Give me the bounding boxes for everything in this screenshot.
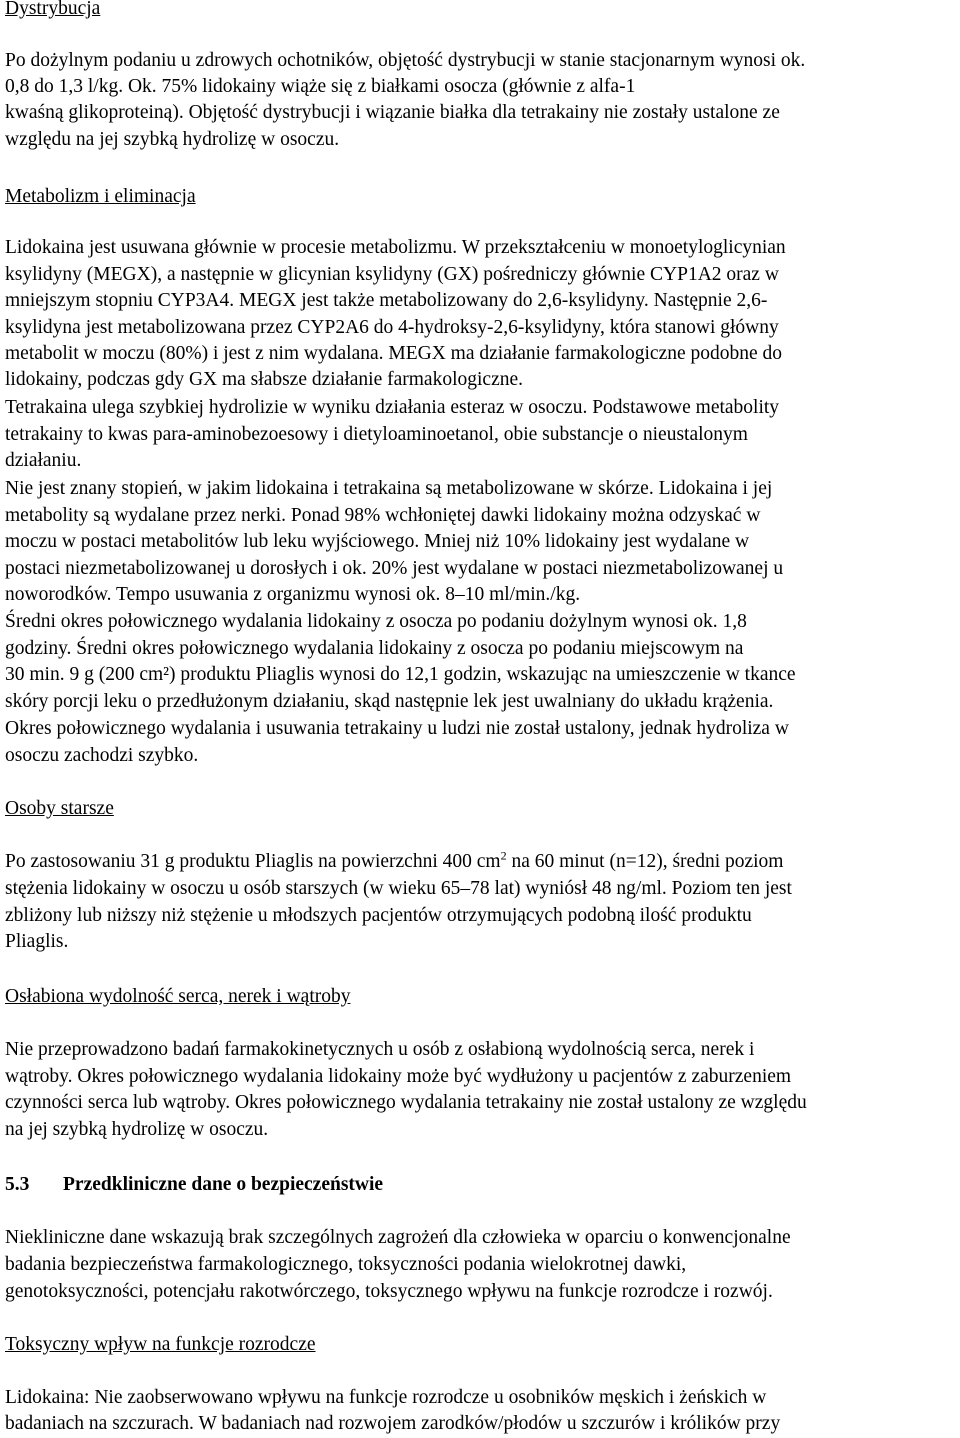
paragraph-line: 30 min. 9 g (200 cm²) produktu Pliaglis wynosi do 12,1 godzin, wskazując na umieszczenie w tkance [5,664,796,685]
paragraph-line: 0,8 do 1,3 l/kg. Ok. 75% lidokainy wiąże się z białkami osocza (głównie z alfa-1 [5,76,636,97]
paragraph-line: moczu w postaci metabolitów lub leku wyjściowego. Mniej niż 10% lidokainy jest wydalane w [5,531,750,552]
paragraph-line: osoczu zachodzi szybko. [5,745,199,766]
paragraph-line: mniejszym stopniu CYP3A4. MEGX jest także metabolizowany do 2,6-ksylidyny. Następnie 2,6- [5,290,768,311]
paragraph-line: czynności serca lub wątroby. Okres połowicznego wydalania tetrakainy nie został ustalony ze względu [5,1092,807,1113]
paragraph-line: zbliżony lub niższy niż stężenie u młodszych pacjentów otrzymujących podobną ilość produktu [5,905,752,926]
superscript: 2 [500,848,507,863]
paragraph-line: lidokainy, podczas gdy GX ma słabsze działanie farmakologiczne. [5,369,524,390]
section-heading-dystrybucja: Dystrybucja [5,0,101,19]
section-heading-5-3 [5,1172,383,1198]
paragraph-line: Okres połowicznego wydalania i usuwania tetrakainy u ludzi nie został ustalony, jednak hydroliza w [5,718,789,739]
section-number: 5.3 [5,1174,30,1195]
paragraph-line: postaci niezmetabolizowanej u dorosłych i ok. 20% jest wydalane w postaci niezmetabolizowanej u [5,558,784,579]
paragraph-line: Nie jest znany stopień, w jakim lidokaina i tetrakaina są metabolizowane w skórze. Lidokaina i jej [5,478,773,499]
section-heading-osoby-starsze: Osoby starsze [5,798,114,819]
paragraph-line: względu na jej szybką hydrolizę w osoczu. [5,129,340,150]
paragraph-text: Po zastosowaniu 31 g produktu Pliaglis na powierzchni 400 cm [5,851,501,872]
section-heading-oslabiona-wydolnosc: Osłabiona wydolność serca, nerek i wątroby [5,986,351,1007]
paragraph-line: Średni okres połowicznego wydalania lidokainy z osocza po podaniu dożylnym wynosi ok. 1,8 [5,611,747,632]
paragraph-line: na jej szybką hydrolizę w osoczu. [5,1119,269,1140]
paragraph-line: godziny. Średni okres połowicznego wydalania lidokainy z osocza po podaniu miejscowym na [5,638,744,659]
paragraph-line: ksylidyna jest metabolizowana przez CYP2A6 do 4-hydroksy-2,6-ksylidyny, która stanowi główny [5,317,779,338]
paragraph-line: wątroby. Okres połowicznego wydalania lidokainy może być wydłużony u pacjentów z zaburzeniem [5,1066,792,1087]
paragraph-line: Lidokaina: Nie zaobserwowano wpływu na funkcje rozrodcze u osobników męskich i żeńskich w [5,1387,767,1408]
paragraph-line: działaniu. [5,450,82,471]
paragraph-line: stężenia lidokainy w osoczu u osób starszych (w wieku 65–78 lat) wyniósł 48 ng/ml. Poziom ten jest [5,878,792,899]
paragraph-line: Tetrakaina ulega szybkiej hydrolizie w wyniku działania esteraz w osoczu. Podstawowe metabolity [5,397,780,418]
paragraph-line: badaniach na szczurach. W badaniach nad rozwojem zarodków/płodów u szczurów i królików przy [5,1413,781,1434]
paragraph-line: badania bezpieczeństwa farmakologicznego, toksyczności podania wielokrotnej dawki, [5,1254,687,1275]
paragraph-line: Niekliniczne dane wskazują brak szczególnych zagrożeń dla człowieka w oparciu o konwencjonalne [5,1227,791,1248]
paragraph-line [5,849,783,875]
paragraph-line: Nie przeprowadzono badań farmakokinetycznych u osób z osłabioną wydolnością serca, nerek i [5,1039,755,1060]
paragraph-line: noworodków. Tempo usuwania z organizmu wynosi ok. 8–10 ml/min./kg. [5,584,581,605]
section-heading-metabolizm: Metabolizm i eliminacja [5,186,196,207]
paragraph-line: tetrakainy to kwas para-aminobezoesowy i dietyloaminoetanol, obie substancje o nieustalonym [5,424,748,445]
paragraph-line: Pliaglis. [5,931,69,952]
paragraph-line: skóry porcji leku o przedłużonym działaniu, skąd następnie lek jest uwalniany do układu krążenia. [5,691,774,712]
paragraph-line: genotoksyczności, potencjału rakotwórczego, toksycznego wpływu na funkcje rozrodcze i rozwój. [5,1281,773,1302]
paragraph-line: kwaśną glikoproteiną). Objętość dystrybucji i wiązanie białka dla tetrakainy nie zostały ustalone ze [5,102,780,123]
paragraph-text: na 60 minut (n=12), średni poziom [506,851,784,872]
paragraph-line: ksylidyny (MEGX), a następnie w glicynian ksylidyny (GX) pośredniczy głównie CYP1A2 oraz w [5,264,779,285]
paragraph-line: metabolity są wydalane przez nerki. Ponad 98% wchłoniętej dawki lidokainy można odzyskać w [5,505,761,526]
paragraph-line: Lidokaina jest usuwana głównie w procesie metabolizmu. W przekształceniu w monoetyloglicynian [5,237,786,258]
paragraph-line: Po dożylnym podaniu u zdrowych ochotników, objętość dystrybucji w stanie stacjonarnym wynosi ok. [5,50,806,71]
section-title: Przedkliniczne dane o bezpieczeństwie [63,1174,384,1195]
paragraph-line: metabolit w moczu (80%) i jest z nim wydalana. MEGX ma działanie farmakologiczne podobne do [5,343,783,364]
section-heading-toksyczny-wplyw: Toksyczny wpływ na funkcje rozrodcze [5,1334,316,1355]
